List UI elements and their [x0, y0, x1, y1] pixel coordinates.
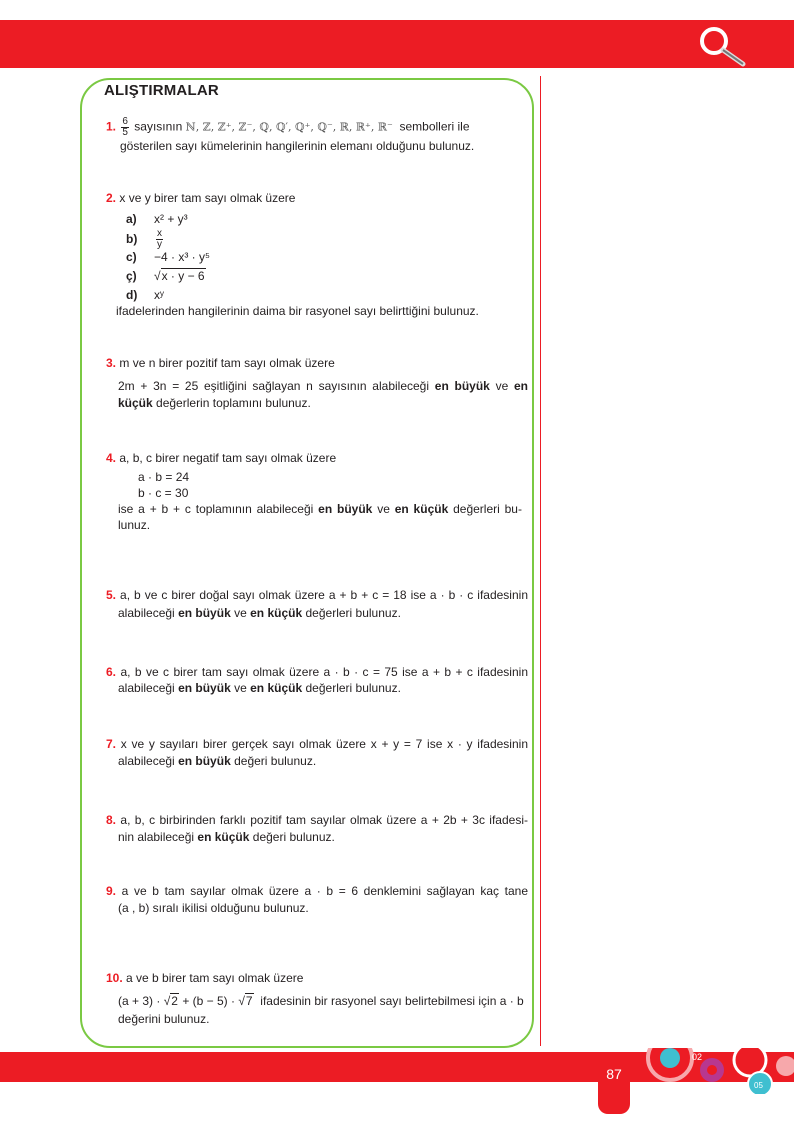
margin-rule	[540, 76, 541, 1046]
question-1-line-1: 1. $\frac{6}{5}$ sayısının ℕ, ℤ, ℤ⁺, ℤ⁻, ℚ, ℚ′, ℚ⁺, ℚ⁻, ℝ, ℝ⁺, ℝ⁻ sembolleri ile	[106, 116, 470, 138]
question-2-item-c: c) −4 · x³ · y⁵	[126, 250, 210, 264]
question-5-line-1: 5. a, b ve c birer doğal sayı olmak üzere a + b + c = 18 ise a · b · c ifadesinin	[106, 588, 528, 602]
question-2-item-b: b) $\frac{x}{y}$	[126, 228, 162, 250]
question-7-line-2: alabileceği en büyük değeri bulunuz.	[118, 754, 317, 768]
question-9-line-2: (a , b) sıralı ikilisi olduğunu bulunuz.	[118, 901, 309, 915]
section-heading: ALIŞTIRMALAR	[104, 82, 219, 99]
page-number-tab	[598, 1052, 630, 1114]
gears-decoration-icon	[640, 1048, 794, 1094]
question-10-line-1: (a + 3) · √2 + (b − 5) · √7 ifadesinin bir rasyonel sayı belirtebilmesi için a · b	[118, 994, 524, 1008]
question-4-eq-1: a · b = 24	[138, 470, 190, 484]
question-2-item-cc: ç) √x · y − 6	[126, 269, 205, 283]
fraction: $\frac{x}{y}$	[157, 228, 162, 250]
question-8-line-1: 8. a, b, c birbirinden farklı pozitif tam sayılar olmak üzere a + 2b + 3c ifadesi-	[106, 813, 528, 827]
gear-badge-05: 05	[754, 1081, 763, 1090]
fraction: $\frac{6}{5}$	[122, 116, 128, 138]
question-2-item-d: d) xʸ	[126, 288, 164, 302]
magnifier-icon	[697, 24, 749, 68]
question-4-eq-2: b · c = 30	[138, 486, 189, 500]
number-sets: ℕ, ℤ, ℤ⁺, ℤ⁻, ℚ, ℚ′, ℚ⁺, ℚ⁻, ℝ, ℝ⁺, ℝ⁻	[185, 120, 393, 134]
question-3-line-2: küçük değerlerin toplamını bulunuz.	[118, 396, 311, 410]
question-4-line-2: lunuz.	[118, 518, 151, 532]
page-number: 87	[606, 1066, 622, 1082]
question-7-line-1: 7. x ve y sayıları birer gerçek sayı olmak üzere x + y = 7 ise x · y ifadesinin	[106, 737, 528, 751]
question-9-line-1: 9. a ve b tam sayılar olmak üzere a · b = 6 denklemini sağlayan kaç tane	[106, 884, 528, 898]
header-band	[0, 20, 794, 68]
question-3-intro: 3. m ve n birer pozitif tam sayı olmak üzere	[106, 356, 335, 370]
question-2-item-a: a) x² + y³	[126, 212, 188, 226]
gear-badge-02: 02	[692, 1052, 703, 1062]
question-10-intro: 10. a ve b birer tam sayı olmak üzere	[106, 971, 304, 985]
question-1-line-2: gösterilen sayı kümelerinin hangilerinin elemanı olduğunu bulunuz.	[120, 139, 475, 153]
question-4-line-1: ise a + b + c toplamının alabileceği en büyük ve en küçük değerleri bu-	[118, 502, 522, 516]
question-2-outro: ifadelerinden hangilerinin daima bir rasyonel sayı belirttiğini bulunuz.	[116, 304, 479, 318]
question-6-line-1: 6. a, b ve c birer tam sayı olmak üzere a · b · c = 75 ise a + b + c ifadesinin	[106, 665, 528, 679]
question-5-line-2: alabileceği en büyük ve en küçük değerleri bulunuz.	[118, 606, 401, 620]
question-2-intro: 2. x ve y birer tam sayı olmak üzere	[106, 191, 296, 205]
question-6-line-2: alabileceği en büyük ve en küçük değerleri bulunuz.	[118, 681, 401, 695]
question-8-line-2: nin alabileceği en küçük değeri bulunuz.	[118, 830, 335, 844]
question-10-line-2: değerini bulunuz.	[118, 1012, 210, 1026]
question-3-line-1: 2m + 3n = 25 eşitliğini sağlayan n sayısının alabileceği en büyük ve en	[118, 379, 529, 393]
question-4-intro: 4. a, b, c birer negatif tam sayı olmak üzere	[106, 451, 337, 465]
